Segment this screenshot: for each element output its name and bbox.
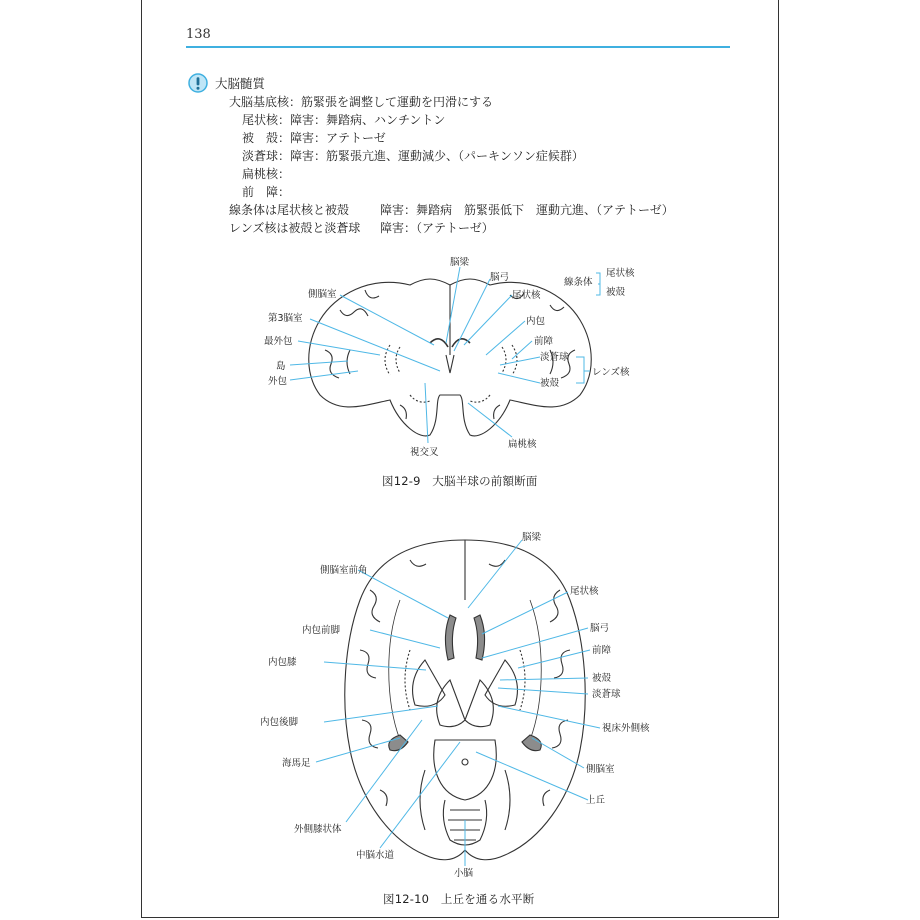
- label-noryo: 脳梁: [522, 532, 542, 543]
- label-noryo: 脳梁: [450, 257, 470, 268]
- note-line: レンズ核は被殻と淡蒼球: [229, 221, 361, 235]
- label-hikaku: 被殻: [592, 673, 612, 684]
- label-tansokyu: 淡蒼球: [592, 689, 621, 700]
- label-naiho-kokyaku: 内包後脚: [260, 717, 299, 728]
- label-senjotai-bijokaku: 尾状核: [606, 268, 635, 279]
- label-saigaiho: 最外包: [264, 336, 293, 347]
- label-nokyu: 脳弓: [590, 623, 610, 634]
- label-zensho: 前障: [592, 645, 612, 656]
- list-item: 前 障：: [242, 185, 291, 199]
- label-gaisokushojotai: 外側膝状体: [294, 824, 342, 835]
- list-item: 扁桃核：: [242, 167, 291, 181]
- label-bijokaku: 尾状核: [512, 290, 541, 301]
- note-line: 線条体は尾状核と被殻: [229, 203, 350, 217]
- section-title: 大脳髄質: [215, 76, 266, 91]
- label-zensho: 前障: [534, 336, 554, 347]
- label-hikaku: 被殻: [540, 378, 560, 389]
- figure1-caption: 図12-9 大脳半球の前額断面: [382, 474, 538, 488]
- list-item: 淡蒼球：障害：筋緊張亢進、運動減少、（パーキンソン症候群）: [242, 149, 584, 163]
- label-hentokaku: 扁桃核: [508, 439, 537, 450]
- label-senjotai: 線条体: [564, 277, 593, 288]
- label-shono: 小脳: [454, 868, 474, 879]
- label-naiho-shitsu: 内包膝: [268, 657, 297, 668]
- label-jokyu: 上丘: [586, 795, 606, 806]
- label-renzukaku: レンズ核: [592, 367, 630, 378]
- label-tansokyu: 淡蒼球: [540, 352, 569, 363]
- figure-horizontal-section: [250, 530, 690, 880]
- section-heading: 大脳基底核：筋緊張を調整して運動を円滑にする: [229, 95, 494, 109]
- figure2-caption: 図12-10 上丘を通る水平断: [383, 892, 535, 906]
- list-item: 尾状核：障害：舞踏病、ハンチントン: [242, 113, 446, 127]
- label-gaiho: 外包: [268, 376, 288, 387]
- note-line: 障害：舞踏病 筋緊張低下 運動亢進、（アテトーゼ）: [380, 203, 674, 217]
- label-chunosuido: 中脳水道: [356, 850, 395, 861]
- label-sokunoshitsu: 側脳室: [308, 289, 337, 300]
- label-senjotai-hikaku: 被殻: [606, 287, 626, 298]
- exclamation-icon: [188, 73, 208, 93]
- label-sokunoshitsu: 側脳室: [586, 764, 615, 775]
- figure-coronal-section: [250, 255, 690, 465]
- label-shisho-gaisokukaku: 視床外側核: [602, 723, 650, 734]
- header-rule: [186, 46, 730, 48]
- label-kaibasoku: 海馬足: [282, 758, 311, 769]
- note-line: 障害：（アテトーゼ）: [380, 221, 494, 235]
- label-to: 島: [276, 361, 286, 372]
- label-naiho-zenkyaku: 内包前脚: [302, 625, 341, 636]
- label-bijokaku: 尾状核: [570, 586, 599, 597]
- list-item: 被 殻：障害：アテトーゼ: [242, 131, 386, 145]
- label-sokunoshitsu-zenkaku: 側脳室前角: [320, 565, 368, 576]
- label-shikosa: 視交叉: [410, 447, 439, 458]
- label-dai3noshitsu: 第3脳室: [268, 313, 303, 324]
- label-naiho: 内包: [526, 316, 546, 327]
- label-nokyu: 脳弓: [490, 272, 510, 283]
- page-number: 138: [186, 27, 211, 42]
